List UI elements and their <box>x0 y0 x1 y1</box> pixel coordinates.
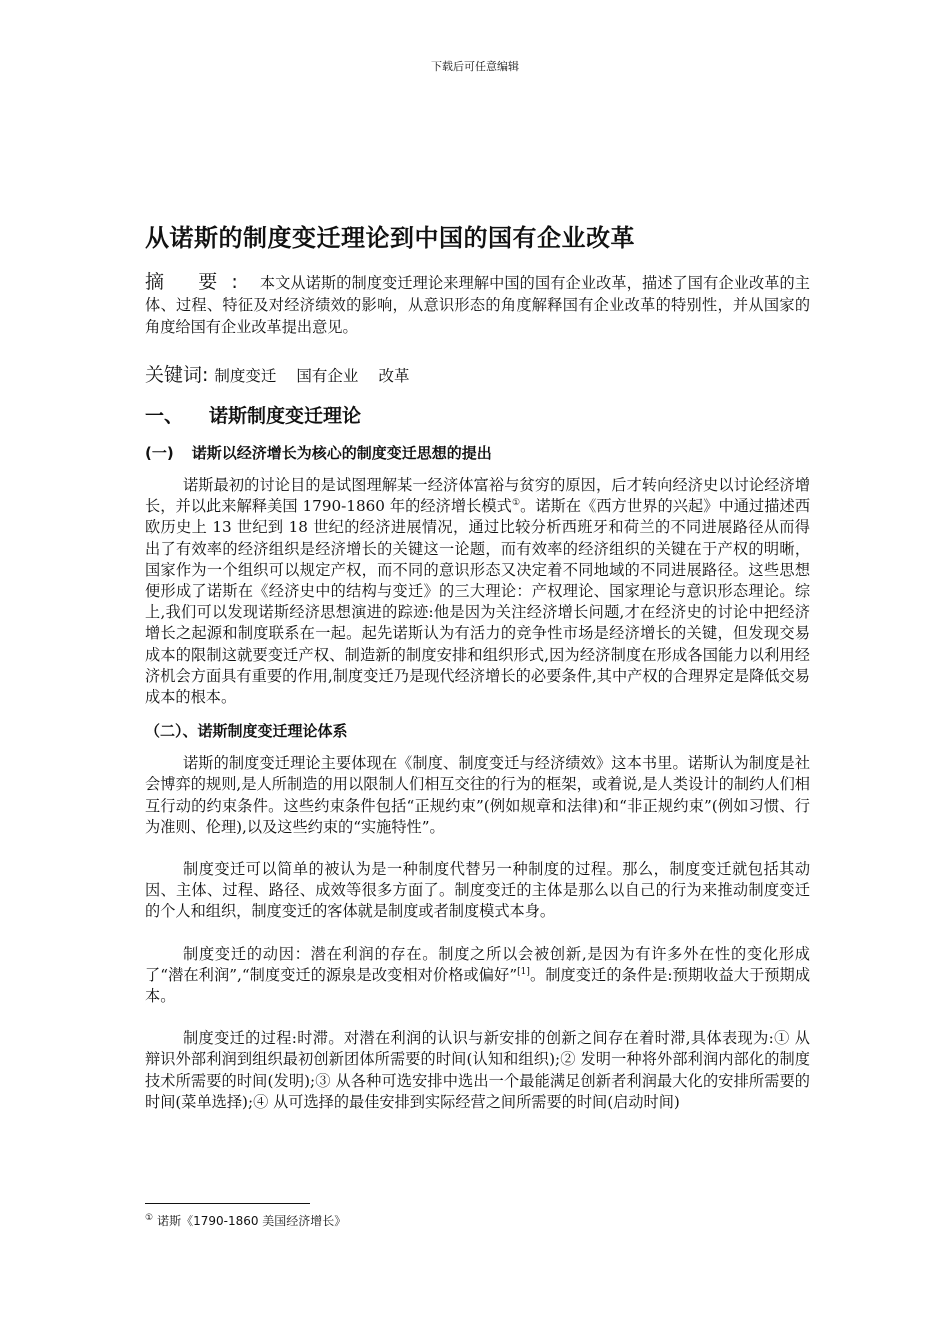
abstract-label: 摘 要: <box>145 271 252 293</box>
header-note: 下载后可任意编辑 <box>431 60 519 73</box>
footnote-mark: ① <box>145 1213 154 1223</box>
section-title: 诺斯制度变迁理论 <box>209 405 362 427</box>
abstract <box>145 271 810 338</box>
subsection-title: 诺斯以经济增长为核心的制度变迁思想的提出 <box>191 444 492 462</box>
paragraph-text: 诺斯最初的讨论目的是试图理解某一经济体富裕与贫穷的原因，后才转向经济史以讨论经济增长，并以此来解释美国 1790-1860 年的经济增长模式 <box>145 476 810 516</box>
article-body <box>145 218 810 1125</box>
footnote-divider <box>145 1203 310 1204</box>
paragraph-text: 制度变迁的动因：潜在利润的存在。制度之所以会被创新,是因为有许多外在性的变化形成了“潜在利润”,“制度变迁的源泉是改变相对价格或偏好” <box>145 944 810 984</box>
subsection-number: （二）、 <box>145 722 198 741</box>
subsection-heading <box>145 442 810 463</box>
subsection-title: 诺斯制度变迁理论体系 <box>197 722 348 741</box>
keywords <box>145 360 810 387</box>
abstract-text: 本文从诺斯的制度变迁理论来理解中国的国有企业改革，描述了国有企业改革的主体、过程、特征及对经济绩效的影响，从意识形态的角度解释国有企业改革的特别性，并从国家的角度给国有企业改革提出意见。 <box>145 274 810 336</box>
keywords-label: 关键词: <box>145 364 209 386</box>
citation-reference[interactable]: [1] <box>517 966 530 977</box>
footnote-text: 诺斯《1790-1860 美国经济增长》 <box>157 1214 347 1228</box>
paragraph-text: 。诺斯在《西方世界的兴起》中通过描述西欧历史上 13 世纪到 18 世纪的经济进展情况，通过比较分析西班牙和荷兰的不同进展路径从而得出了有效率的经济组织是经济增长的关键这一论题，而有效率的经济组织的关键在于产权的明晰，国家作为一个组织可以规定产权，而不同的意识形态又决定着不同地域的不同进展路径。这些思想便形成了诺斯在《经济史中的结构与变迁》的三大理论：产权理论、国家理论与意识形态理论。综上,我们可以发现诺斯经济思想演进的踪迹:他是因为关注经济增长问题,才在经济史的讨论中把经济增长之起源和制度联系在一起。起先诺斯认为有活力的竞争性市场是经济增长的关键，但发现交易成本的限制这就要变迁产权、制造新的制度安排和组织形式,因为经济制度在形成各国能力以利用经济机会方面具有重要的作用,制度变迁乃是现代经济增长的必要条件,其中产权的合理界定是降低交易成本的根本。 <box>145 497 811 707</box>
subsection-heading <box>145 720 810 741</box>
keyword: 改革 <box>378 367 410 385</box>
paragraph <box>145 475 810 708</box>
subsection-number: (一) <box>145 444 174 462</box>
keyword: 国有企业 <box>296 367 359 385</box>
footnote-reference[interactable]: ① <box>511 498 521 509</box>
section-number: 一、 <box>145 405 184 427</box>
paragraph-text: 。制度变迁的条件是:预期收益大于预期成本。 <box>145 965 811 1006</box>
paragraph: 诺斯的制度变迁理论主要体现在《制度、制度变迁与经济绩效》这本书里。诺斯认为制度是社会博弈的规则,是人所制造的用以限制人们相互交往的行为的框架，或着说,是人类设计的制约人们相互行动的约束条件。这些约束条件包括“正规约束”(例如规章和法律)和“非正规约束”(例如习惯、行为准则、伦理),以及这些约束的“实施特性”。 <box>145 754 810 836</box>
section-heading <box>145 401 810 428</box>
paragraph: 制度变迁的过程:时滞。对潜在利润的认识与新安排的创新之间存在着时滞,具体表现为:① 从辩识外部利润到组织最初创新团体所需要的时间(认知和组织);② 发明一种将外部利润内部化的制度技术所需要的时间(发明);③ 从各种可选安排中选出一个最能满足创新者利润最大化的安排所需要的时间(菜单选择);④ 从可选择的最佳安排到实际经营之间所需要的时间(启动时间) <box>145 1029 810 1111</box>
footnote <box>145 1212 346 1229</box>
keyword: 制度变迁 <box>214 367 277 385</box>
paragraph: 制度变迁可以简单的被认为是一种制度代替另一种制度的过程。那么，制度变迁就包括其动因、主体、过程、路径、成效等很多方面了。制度变迁的主体是那么以自己的行为来推动制度变迁的个人和组织，制度变迁的客体就是制度或者制度模式本身。 <box>145 860 810 921</box>
paragraph <box>145 944 810 1008</box>
article-title: 从诺斯的制度变迁理论到中国的国有企业改革 <box>145 224 635 252</box>
